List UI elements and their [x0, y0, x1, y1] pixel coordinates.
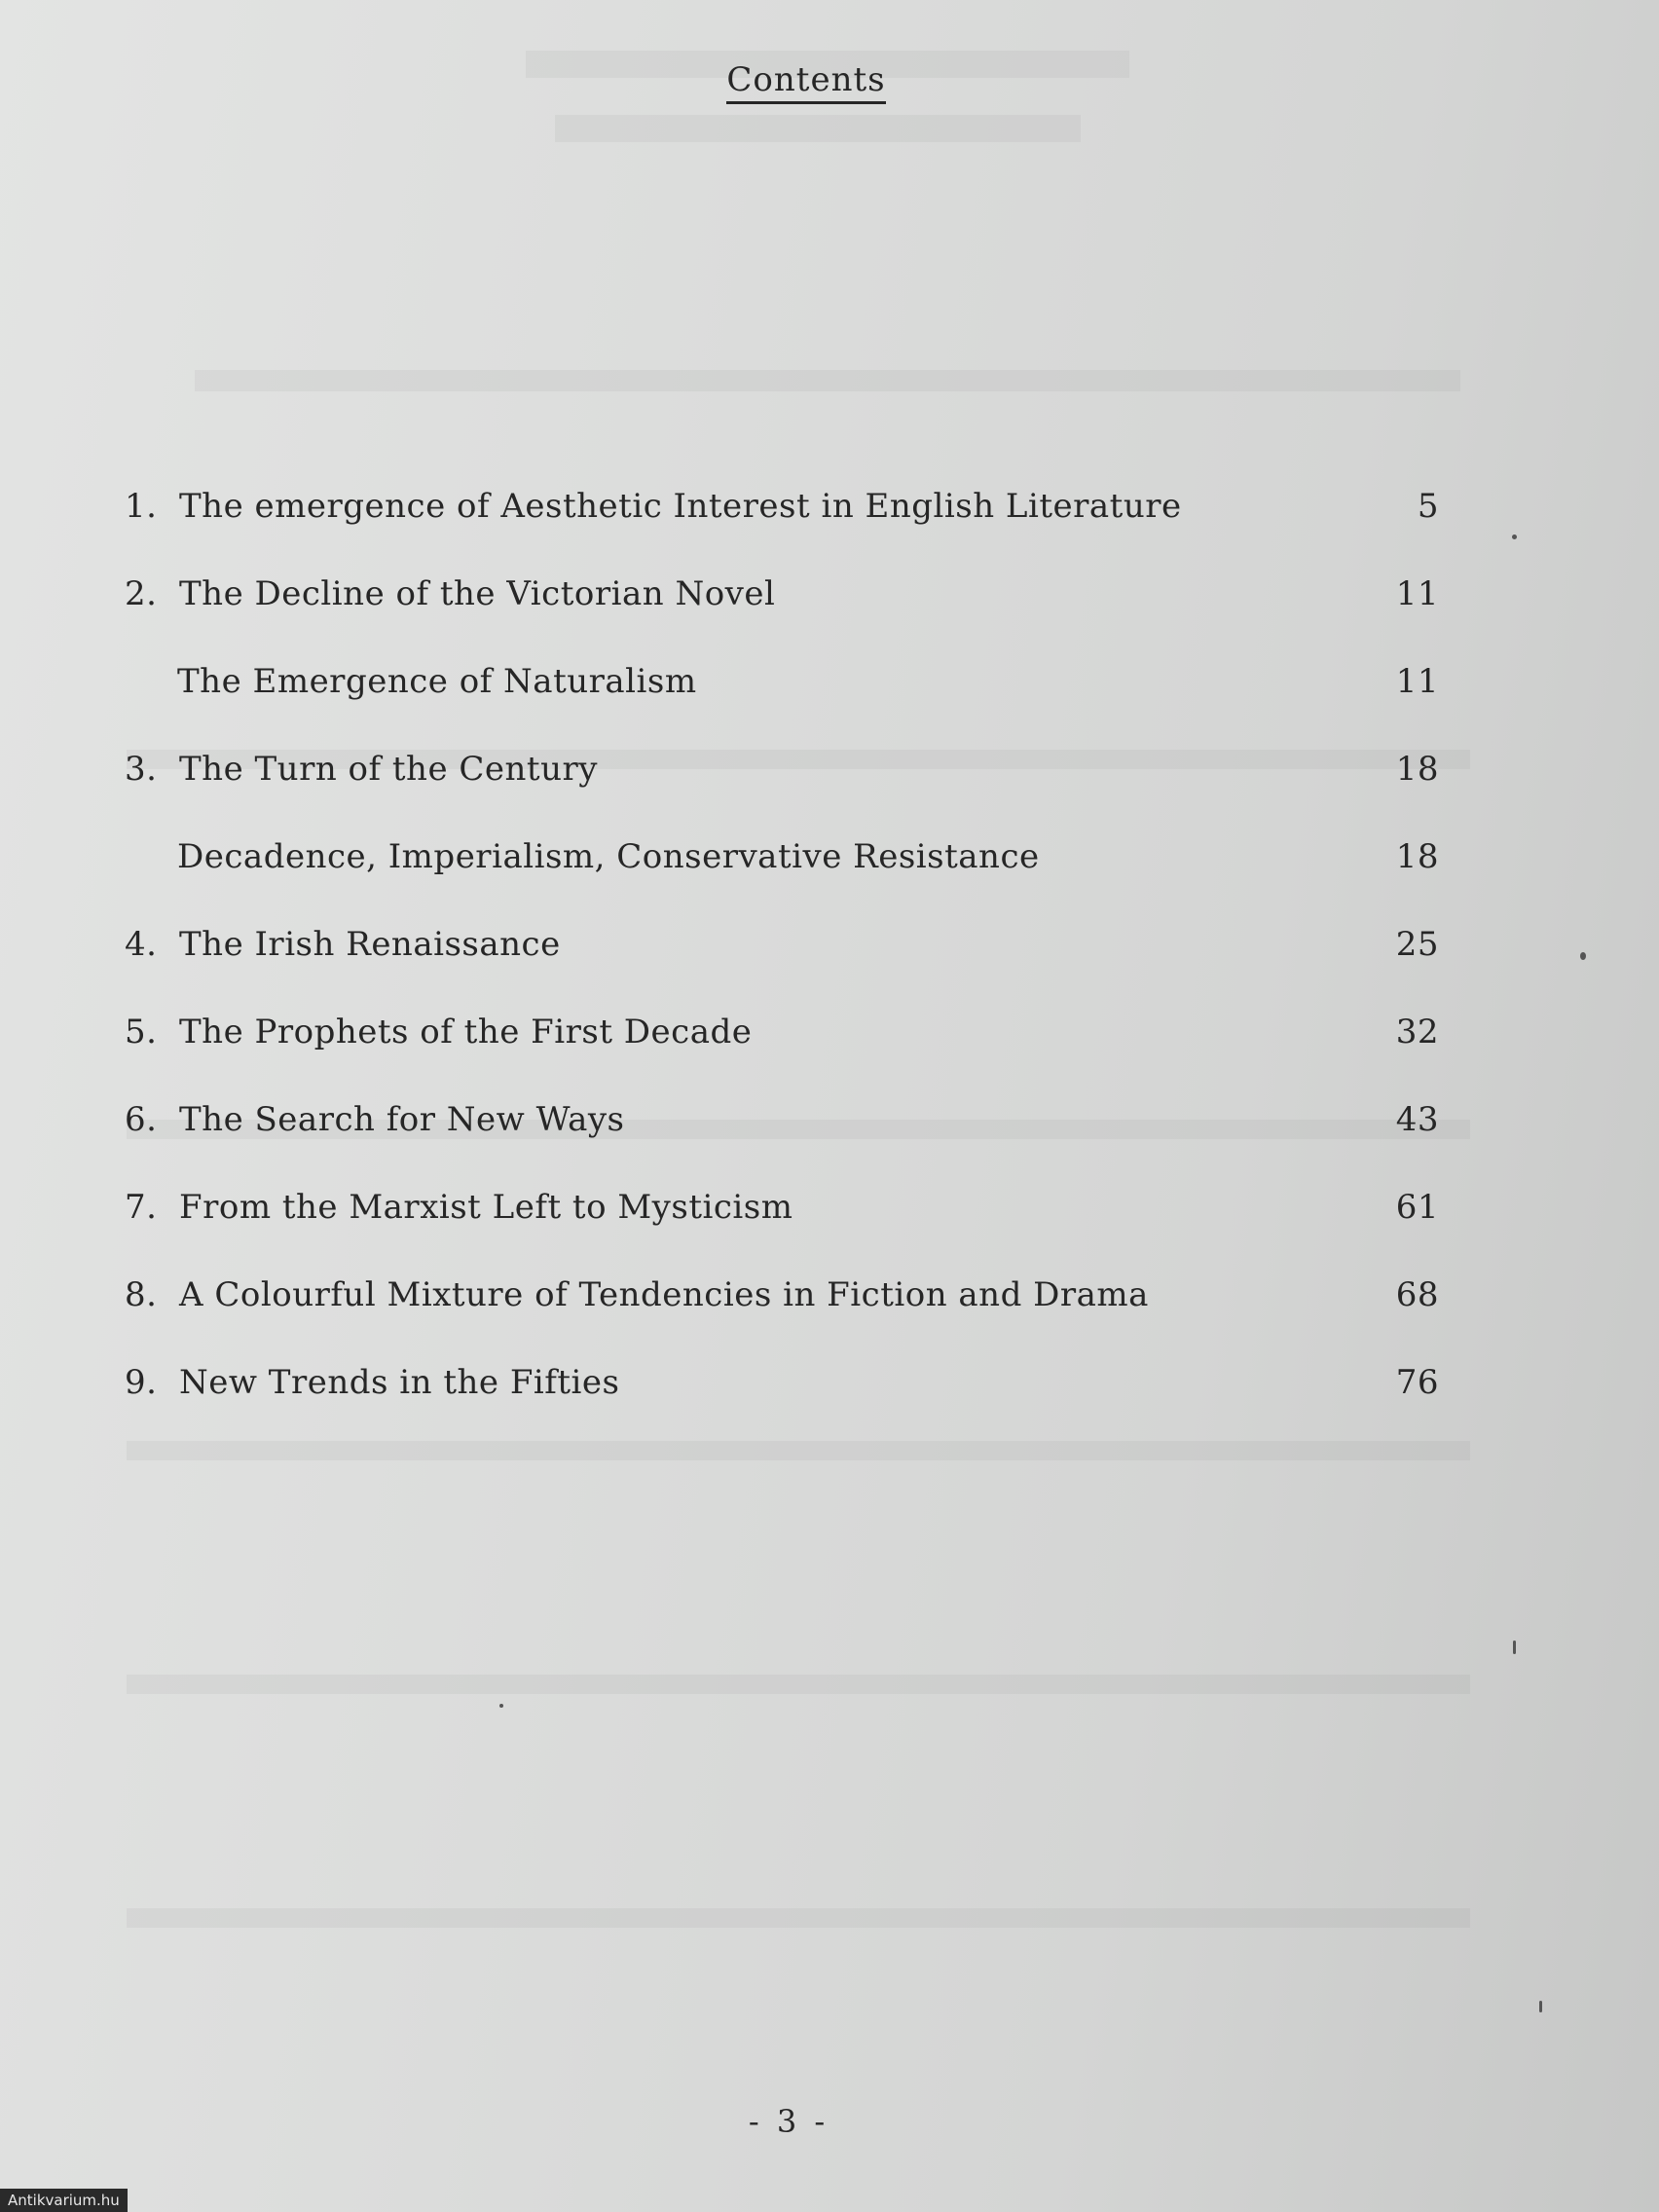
contents-heading	[0, 60, 1612, 99]
table-of-contents	[125, 487, 1439, 1451]
toc-subentry	[125, 837, 1439, 925]
toc-entry-page: 68	[1395, 1275, 1439, 1314]
toc-entry-page: 61	[1395, 1188, 1439, 1227]
toc-entry-page: 18	[1395, 750, 1439, 789]
toc-entry-number: 2.	[125, 574, 158, 613]
paper-speck	[1580, 952, 1586, 960]
toc-entry	[125, 750, 1439, 837]
page-number: - 3 -	[748, 2103, 830, 2140]
toc-entry-number: 5.	[125, 1013, 158, 1051]
toc-entry-title: The Prophets of the First Decade	[179, 1013, 753, 1051]
contents-heading-text: Contents	[726, 60, 885, 104]
toc-entry	[125, 1275, 1439, 1363]
toc-entry	[125, 1363, 1439, 1451]
toc-entry-title: From the Marxist Left to Mysticism	[179, 1188, 793, 1227]
toc-entry	[125, 574, 1439, 662]
toc-entry-page: 11	[1395, 662, 1439, 701]
paper-speck	[1513, 1641, 1516, 1654]
toc-subentry	[125, 662, 1439, 750]
toc-entry-number: 9.	[125, 1363, 158, 1402]
toc-entry-title: The Search for New Ways	[179, 1100, 625, 1139]
paper-speck	[499, 1704, 503, 1708]
toc-entry-title: The Emergence of Naturalism	[177, 662, 697, 701]
toc-entry-page: 25	[1395, 925, 1439, 964]
paper-speck	[1539, 2001, 1542, 2012]
toc-entry-number: 7.	[125, 1188, 158, 1227]
toc-entry-page: 32	[1395, 1013, 1439, 1051]
toc-entry-title: Decadence, Imperialism, Conservative Resistance	[177, 837, 1040, 876]
toc-entry	[125, 1100, 1439, 1188]
bleed-through-mark	[195, 370, 1460, 391]
toc-entry	[125, 1188, 1439, 1275]
toc-entry-title: New Trends in the Fifties	[179, 1363, 620, 1402]
toc-entry-page: 18	[1395, 837, 1439, 876]
toc-entry-number: 3.	[125, 750, 158, 789]
paper-speck	[1512, 535, 1517, 539]
toc-entry-title: The Irish Renaissance	[179, 925, 561, 964]
bleed-through-mark	[127, 1908, 1470, 1928]
toc-entry-page: 5	[1417, 487, 1439, 526]
source-watermark: Antikvarium.hu	[0, 2189, 128, 2212]
toc-entry-title: The Decline of the Victorian Novel	[179, 574, 776, 613]
toc-entry	[125, 1013, 1439, 1100]
toc-entry-number: 1.	[125, 487, 158, 526]
toc-entry	[125, 925, 1439, 1013]
toc-entry-page: 76	[1395, 1363, 1439, 1402]
toc-entry-title: A Colourful Mixture of Tendencies in Fiction and Drama	[179, 1275, 1149, 1314]
toc-entry-title: The Turn of the Century	[179, 750, 598, 789]
toc-entry-number: 6.	[125, 1100, 158, 1139]
toc-entry-number: 8.	[125, 1275, 158, 1314]
toc-entry-page: 43	[1395, 1100, 1439, 1139]
toc-entry	[125, 487, 1439, 574]
bleed-through-mark	[127, 1675, 1470, 1694]
toc-entry-page: 11	[1395, 574, 1439, 613]
toc-entry-number: 4.	[125, 925, 158, 964]
toc-entry-title: The emergence of Aesthetic Interest in English Literature	[179, 487, 1182, 526]
bleed-through-mark	[555, 115, 1081, 142]
